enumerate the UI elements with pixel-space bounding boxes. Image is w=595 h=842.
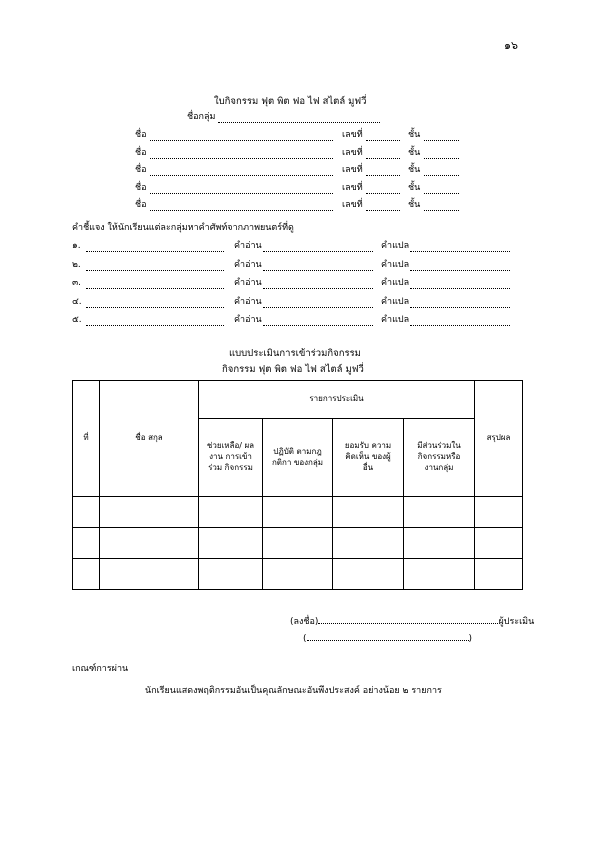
table-cell[interactable] [475, 559, 523, 590]
table-cell[interactable] [100, 528, 199, 559]
evaluation-table [72, 380, 523, 590]
table-cell[interactable] [199, 497, 263, 528]
table-cell[interactable] [404, 559, 475, 590]
table-cell[interactable] [263, 497, 333, 528]
table-cell[interactable] [199, 528, 263, 559]
member-name-field[interactable] [150, 131, 333, 141]
table-cell[interactable] [100, 559, 199, 590]
group-name-field[interactable] [218, 113, 380, 123]
vocab-read-label: คำอ่าน [234, 296, 262, 307]
vocab-meaning-field[interactable] [410, 279, 510, 289]
member-number-field[interactable] [366, 131, 400, 141]
vocab-read-field[interactable] [263, 298, 373, 308]
vocab-number: ๒. [72, 259, 81, 270]
evaluation-title: แบบประเมินการเข้าร่วมกิจกรรม [229, 348, 361, 359]
member-name-field[interactable] [150, 184, 333, 194]
vocab-read-field[interactable] [263, 279, 373, 289]
table-cell[interactable] [333, 559, 404, 590]
table-row [73, 559, 523, 590]
printed-name-line [303, 631, 472, 644]
vocab-read-label: คำอ่าน [234, 315, 262, 325]
close-paren: ) [468, 634, 473, 644]
vocab-read-field[interactable] [263, 242, 373, 252]
open-paren: ( [303, 634, 307, 644]
table-row [73, 528, 523, 559]
member-number-label: เลขที่ [342, 147, 363, 158]
table-cell[interactable] [73, 559, 100, 590]
member-number-field[interactable] [366, 166, 400, 176]
member-number-field[interactable] [366, 201, 400, 211]
instruction-text: คำชี้แจง ให้นักเรียนแต่ละกลุ่มหาคำศัพท์จากภาพยนตร์ที่ดู [72, 223, 294, 233]
vocab-meaning-field[interactable] [410, 298, 510, 308]
member-class-label: ชั้น [408, 182, 421, 193]
table-cell[interactable] [404, 528, 475, 559]
member-name-label: ชื่อ [135, 147, 147, 158]
member-class-field[interactable] [424, 131, 459, 141]
table-cell[interactable] [199, 559, 263, 590]
vocab-read-label: คำอ่าน [234, 278, 262, 288]
col-header-summary: สรุปผล [475, 381, 523, 497]
vocab-meaning-label: คำแปล [381, 296, 410, 307]
signature-field[interactable] [318, 614, 498, 624]
member-number-field[interactable] [366, 149, 400, 159]
table-cell[interactable] [263, 528, 333, 559]
vocab-word-field[interactable] [86, 279, 224, 289]
vocab-read-field[interactable] [263, 316, 373, 326]
member-class-label: ชั้น [408, 130, 421, 140]
worksheet-title: ใบกิจกรรม ฟุต พิต ฟอ ไฟ สไตล์ มูฟวี่ [214, 96, 367, 107]
table-cell[interactable] [333, 528, 404, 559]
member-class-field[interactable] [424, 166, 459, 176]
member-class-field[interactable] [424, 201, 459, 211]
vocab-word-field[interactable] [86, 261, 224, 271]
vocab-word-field[interactable] [86, 316, 224, 326]
member-name-label: ชื่อ [135, 130, 147, 140]
vocab-meaning-label: คำแปล [381, 259, 410, 270]
table-cell[interactable] [73, 497, 100, 528]
table-cell[interactable] [333, 497, 404, 528]
vocab-number: ๕. [72, 315, 82, 325]
member-number-field[interactable] [366, 184, 400, 194]
member-number-label: เลขที่ [342, 165, 363, 175]
col-header-name: ชื่อ สกุล [100, 381, 199, 497]
table-row [73, 497, 523, 528]
member-number-label: เลขที่ [342, 130, 363, 140]
vocab-meaning-label: คำแปล [381, 241, 410, 251]
signature-line [290, 614, 534, 627]
vocab-meaning-field[interactable] [410, 261, 510, 271]
criterion-header: ปฏิบัติ ตามกฎกติกา ของกลุ่ม [263, 419, 333, 497]
member-number-label: เลขที่ [342, 200, 363, 210]
member-class-field[interactable] [424, 149, 459, 159]
member-class-label: ชั้น [408, 147, 421, 158]
page-number: ๑๖ [504, 39, 518, 52]
vocab-word-field[interactable] [86, 298, 224, 308]
table-cell[interactable] [73, 528, 100, 559]
vocab-meaning-field[interactable] [410, 316, 510, 326]
group-name-label: ชื่อกลุ่ม [187, 112, 216, 122]
member-number-label: เลขที่ [342, 182, 363, 193]
vocab-number: ๓. [72, 278, 82, 288]
member-name-field[interactable] [150, 149, 333, 159]
member-name-field[interactable] [150, 166, 333, 176]
col-header-items: รายการประเมิน [199, 381, 475, 419]
vocab-read-label: คำอ่าน [234, 259, 262, 270]
table-cell[interactable] [475, 497, 523, 528]
table-cell[interactable] [100, 497, 199, 528]
member-class-field[interactable] [424, 184, 459, 194]
vocab-read-label: คำอ่าน [234, 241, 262, 251]
criterion-header: ช่วยเหลือ/ ผลงาน การเข้าร่วม กิจกรรม [199, 419, 263, 497]
table-cell[interactable] [404, 497, 475, 528]
evaluation-subtitle: กิจกรรม ฟุต พิต ฟอ ไฟ สไตล์ มูฟวี่ [222, 364, 364, 375]
member-class-label: ชั้น [408, 200, 421, 210]
criterion-header: มีส่วนร่วมใน กิจกรรมหรือ งานกลุ่ม [404, 419, 475, 497]
vocab-meaning-label: คำแปล [381, 315, 410, 325]
member-name-label: ชื่อ [135, 200, 147, 210]
col-header-no: ที่ [73, 381, 100, 497]
vocab-meaning-label: คำแปล [381, 278, 410, 288]
vocab-number: ๑. [72, 241, 81, 251]
vocab-number: ๔. [72, 296, 82, 307]
evaluator-label: ผู้ประเมิน [498, 617, 535, 627]
table-cell[interactable] [263, 559, 333, 590]
member-class-label: ชั้น [408, 165, 421, 175]
vocab-meaning-field[interactable] [410, 242, 510, 252]
sign-label: (ลงชื่อ) [290, 617, 319, 627]
table-cell[interactable] [475, 528, 523, 559]
pass-criteria-heading: เกณฑ์การผ่าน [72, 664, 129, 674]
vocab-read-field[interactable] [263, 261, 373, 271]
member-name-label: ชื่อ [135, 165, 147, 175]
printed-name-field[interactable] [307, 631, 469, 641]
criterion-header: ยอมรับ ความคิดเห็น ของผู้อื่น [333, 419, 404, 497]
member-name-label: ชื่อ [135, 182, 147, 193]
pass-criteria-text: นักเรียนแสดงพฤติกรรมอันเป็นคุณลักษณะอันพึงประสงค์ อย่างน้อย ๒ รายการ [145, 686, 442, 696]
member-name-field[interactable] [150, 201, 333, 211]
vocab-word-field[interactable] [86, 242, 224, 252]
